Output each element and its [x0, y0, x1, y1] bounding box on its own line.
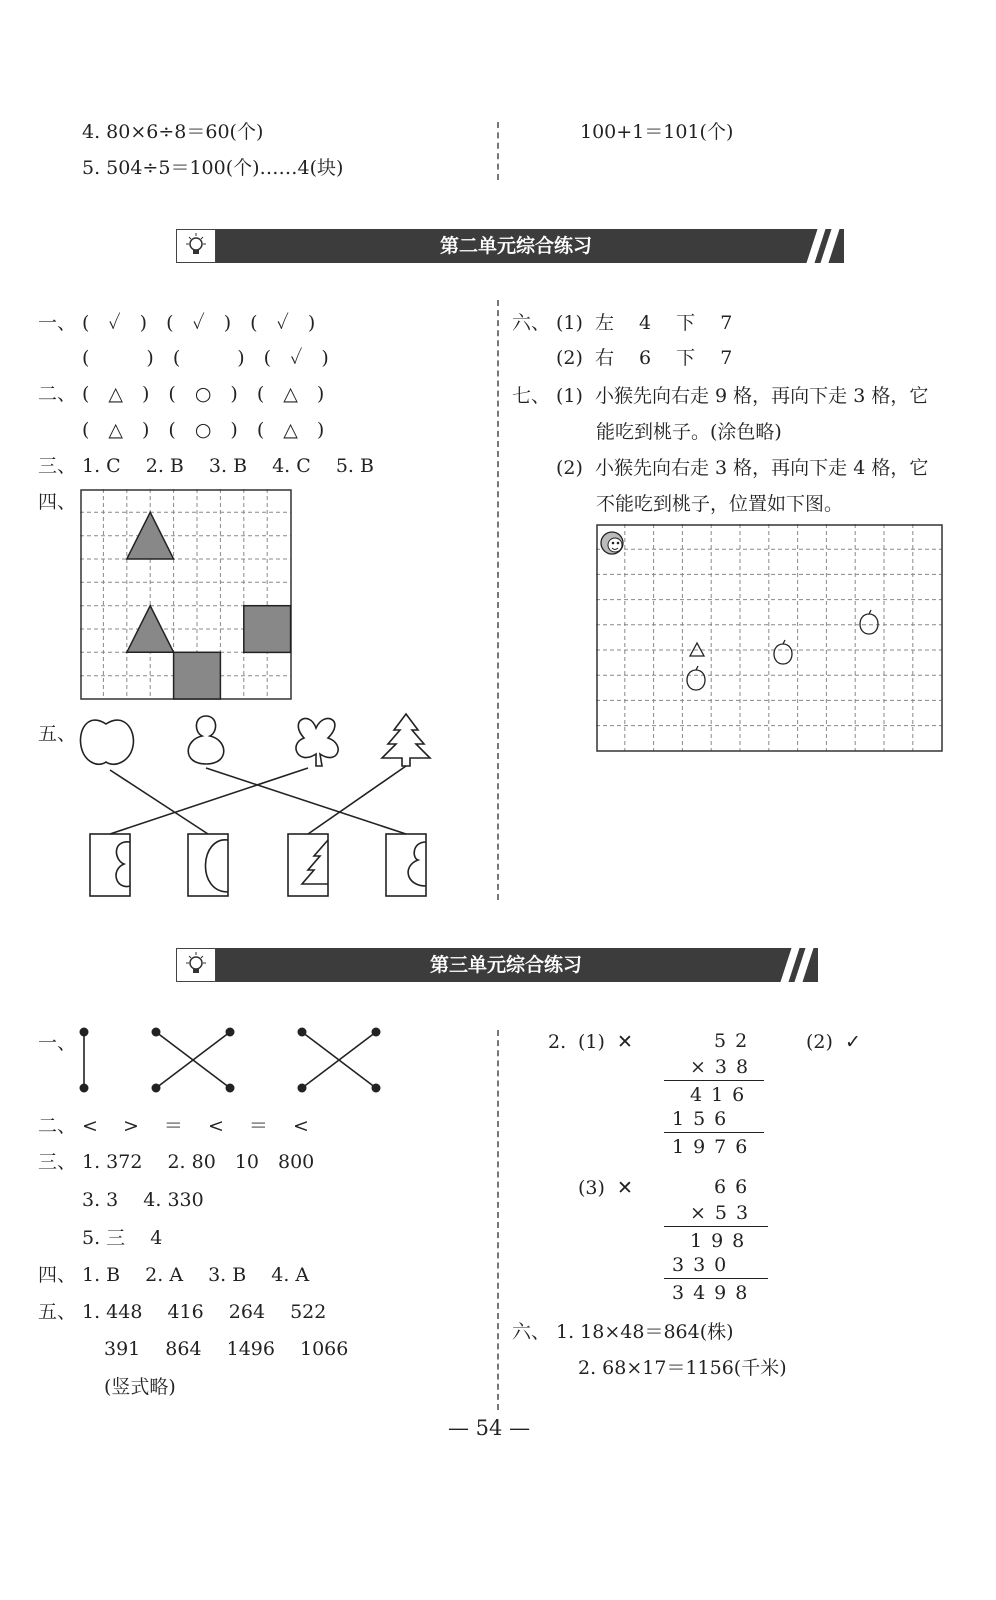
u2-q2-row1: ( △ ) ( ○ ) ( △ ): [82, 383, 325, 405]
u2-q5-label: 五、: [38, 723, 77, 745]
u2-q6-row2: (2) 右 6 下 7: [556, 347, 733, 369]
unit2-banner: [176, 229, 844, 263]
unit2-title: 第二单元综合练习: [439, 235, 592, 257]
unit3-banner: [176, 948, 818, 982]
u3-q5-l3: (竖式略): [104, 1376, 176, 1398]
u2-q7-p2-line1: (2) 小猴先向右走 3 格，再向下走 4 格，它: [556, 457, 929, 479]
u2-q3-label: 三、: [38, 455, 77, 477]
u3-q5-l2: 391 864 1496 1066: [104, 1338, 349, 1360]
calc2-r1: 198: [690, 1230, 754, 1252]
u3-q4-label: 四、: [38, 1264, 77, 1286]
card-tree-half: [288, 834, 328, 896]
u3-q6-l1: 1. 18×48＝864(株): [556, 1321, 734, 1343]
calc1-r1: 416: [690, 1084, 754, 1106]
page-number: — 54 —: [448, 1416, 531, 1440]
monkey-grid-figure: [596, 524, 944, 754]
u2-q2-label: 二、: [38, 383, 77, 405]
square-shape: [174, 652, 221, 699]
u3-q2r-p3: (3) ✕: [578, 1177, 633, 1199]
unit3-title: 第三单元综合练习: [429, 954, 582, 976]
divider-unit2: [497, 300, 499, 900]
calc1-b: ×38: [690, 1056, 758, 1078]
u2-q7-label: 七、: [512, 385, 551, 407]
calc1-rule-2: [664, 1132, 764, 1133]
divider-top: [497, 122, 499, 180]
card-apple-half: [188, 834, 228, 896]
u2-q3-text: 1. C 2. B 3. B 4. C 5. B: [82, 455, 374, 477]
lightbulb-icon-2: [176, 948, 216, 982]
card-apple-curve: [205, 840, 228, 892]
u3-q5-label: 五、: [38, 1301, 77, 1323]
calc2-a: 66: [714, 1176, 757, 1198]
u2-q1-row2: ( ) ( ) ( ✓ ): [82, 347, 329, 369]
card-clover-curve: [116, 842, 130, 887]
u3-q5-l1: 1. 448 416 264 522: [82, 1301, 327, 1323]
q4-grid-figure: [80, 489, 294, 701]
peach-icon-2: [774, 640, 792, 664]
u2-q6-label: 六、: [512, 312, 551, 334]
calc1-a: 52: [714, 1030, 757, 1052]
u3-q3-l1: 1. 372 2. 80 10 800: [82, 1151, 315, 1173]
u2-q7-p1-line2: 能吃到桃子。(涂色略): [596, 421, 782, 443]
u2-q1-label: 一、: [38, 312, 77, 334]
top-right-line: 100+1＝101(个): [580, 121, 734, 143]
u2-q2-row2: ( △ ) ( ○ ) ( △ ): [82, 419, 325, 441]
u3-q2-text: < > ＝ < ＝ <: [82, 1115, 309, 1137]
u3-q2r-p1: (1) ✕: [578, 1031, 633, 1053]
u2-q7-p2-line2: 不能吃到桃子，位置如下图。: [596, 493, 844, 515]
gourd-shape: [188, 716, 224, 764]
calc1-rule-1: [664, 1080, 764, 1081]
u3-q2r-label: 2.: [548, 1031, 567, 1053]
top-line-4: 4. 80×6÷8＝60(个): [82, 121, 264, 143]
u2-q1-row1: ( ✓ ) ( ✓ ) ( ✓ ): [82, 312, 316, 334]
u3-q3-l3: 5. 三 4: [82, 1227, 163, 1249]
peach-icon: [687, 666, 705, 690]
apple-shape: [80, 720, 133, 764]
u3-q6-label: 六、: [512, 1321, 551, 1343]
calc2-rule-2: [664, 1278, 768, 1279]
card-tree-zigzag: [302, 840, 328, 884]
u3-q3-label: 三、: [38, 1151, 77, 1173]
calc2-b: ×53: [690, 1202, 758, 1224]
top-line-5: 5. 504÷5＝100(个)……4(块): [82, 157, 344, 179]
u3-q2-label: 二、: [38, 1115, 77, 1137]
calc2-res: 3498: [672, 1282, 757, 1304]
u3-q6-l2: 2. 68×17＝1156(千米): [578, 1357, 787, 1379]
tree-shape: [382, 714, 430, 766]
calc2-rule-1: [664, 1226, 768, 1227]
q5-matching-figure: [76, 710, 456, 906]
u2-q6-row1: (1) 左 4 下 7: [556, 312, 733, 334]
u3-q2r-p2: (2) ✓: [806, 1031, 861, 1053]
divider-unit3: [497, 1030, 499, 1410]
square-shape-2: [244, 606, 291, 653]
calc2-r2: 330: [672, 1254, 736, 1276]
calc1-r2: 156: [672, 1108, 736, 1130]
u3-q3-l2: 3. 3 4. 330: [82, 1189, 204, 1211]
u2-q4-label: 四、: [38, 491, 77, 513]
q1-lines-figure: [70, 1024, 400, 1100]
u2-q7-p1-line1: (1) 小猴先向右走 9 格，再向下走 3 格，它: [556, 385, 929, 407]
peach-icon-3: [860, 610, 878, 634]
clover-shape: [296, 719, 338, 766]
monkey-icon: [601, 532, 623, 554]
u3-q1-label: 一、: [38, 1032, 77, 1054]
lightbulb-icon: [176, 229, 216, 263]
calc1-res: 1976: [672, 1136, 757, 1158]
u3-q4-text: 1. B 2. A 3. B 4. A: [82, 1264, 310, 1286]
card-gourd-curve: [408, 842, 426, 886]
